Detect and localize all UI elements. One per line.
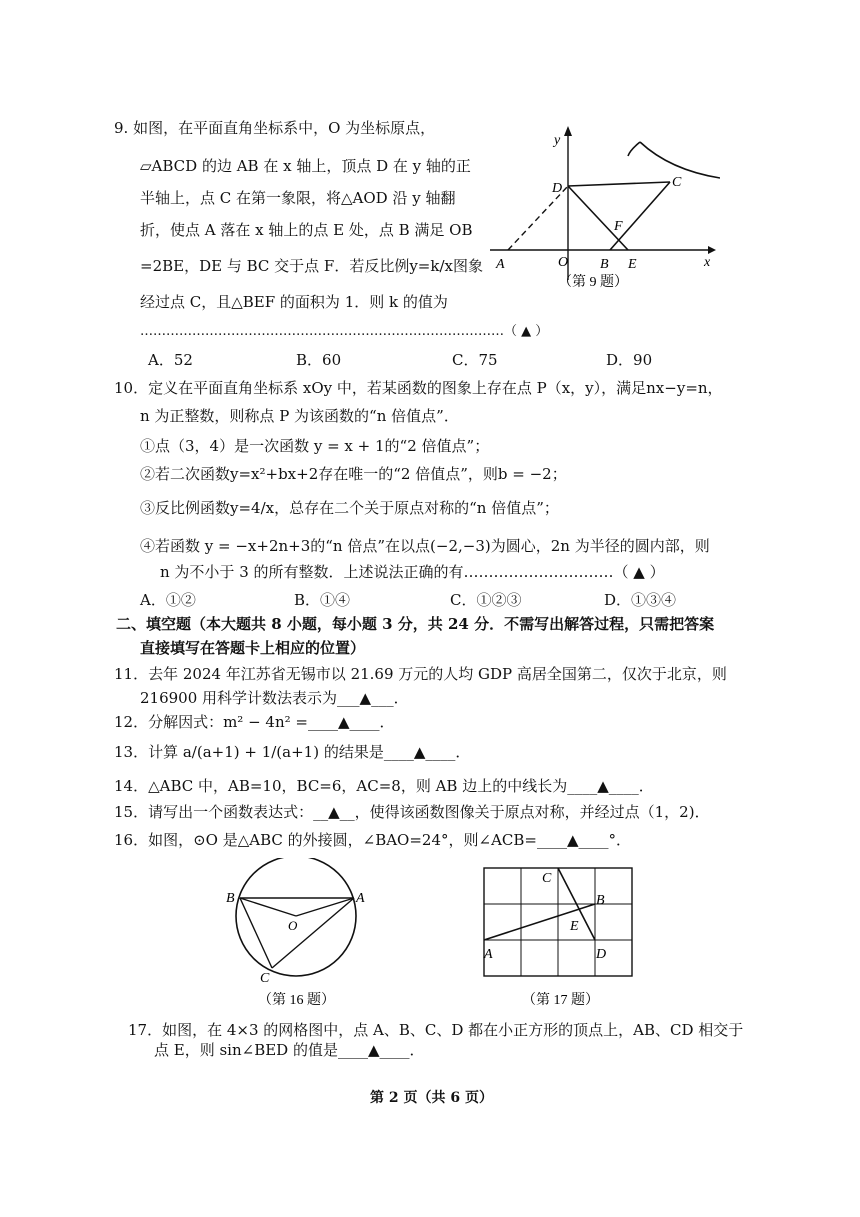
section-2-heading: 二、填空题（本大题共 8 小题，每小题 3 分，共 24 分．不需写出解答过程，只需把答案: [116, 615, 715, 633]
label-f: F: [614, 219, 623, 234]
section-2-heading-cont: 直接填写在答题卡上相应的位置）: [140, 639, 366, 657]
q9-line-4: 折，使点 A 落在 x 轴上的点 E 处，点 B 满足 OB: [140, 221, 473, 239]
segment-bo: [240, 898, 296, 916]
label-e: E: [628, 257, 637, 272]
label-a: A: [484, 947, 493, 962]
q10-option-b: B．①④: [294, 591, 351, 609]
label-b: B: [600, 257, 609, 272]
page-footer: 第 2 页（共 6 页）: [370, 1090, 493, 1106]
q9-option-c: C．75: [452, 351, 498, 369]
label-o: O: [288, 918, 298, 933]
figure-17-caption: （第 17 题）: [522, 993, 599, 1008]
side-bc: [240, 898, 272, 968]
q10-option-a: A．①②: [140, 591, 196, 609]
x-axis-arrow: [708, 246, 716, 254]
q9-option-a: A．52: [148, 351, 193, 369]
q12: 12．分解因式：m² − 4n² =____▲____．: [114, 713, 395, 731]
label-c: C: [672, 175, 682, 190]
q10-statement-1: ①点（3，4）是一次函数 y = x + 1的“2 倍值点”；: [140, 437, 490, 455]
segment-ao: [296, 898, 354, 916]
label-d: D: [596, 947, 607, 962]
q9-line-6: 经过点 C，且△BEF 的面积为 1．则 k 的值为: [140, 293, 448, 311]
q9-answer-line: …………………………………………………………………………（ ▲ ）: [140, 324, 549, 339]
label-y: y: [554, 133, 561, 148]
figure-16-caption: （第 16 题）: [258, 993, 335, 1008]
segment-de: [568, 186, 628, 250]
q9-line-1: 9. 如图，在平面直角坐标系中，O 为坐标原点，: [114, 119, 436, 137]
q17-line-2: 点 E，则 sin∠BED 的值是____▲____．: [154, 1041, 425, 1059]
label-a: A: [496, 257, 505, 272]
y-axis-arrow: [564, 126, 572, 136]
q10-line-7: n 为不小于 3 的所有整数．上述说法正确的有…………………………（ ▲ ）: [160, 563, 665, 581]
q10-statement-4: ④若函数 y = −x+2n+3的“n 倍点”在以点(−2,−3)为圆心，2n 为半径的圆内部，则: [140, 537, 710, 555]
q10-statement-3: ③反比例函数y=4/x，总存在二个关于原点对称的“n 倍值点”；: [140, 499, 559, 517]
label-d: D: [552, 181, 563, 196]
q14: 14．△ABC 中，AB=10，BC=6，AC=8，则 AB 边上的中线长为____▲____．: [114, 777, 654, 795]
q10-line-2: n 为正整数，则称点 P 为该函数的“n 倍值点”．: [140, 407, 459, 425]
figure-16: [222, 858, 382, 1018]
q9-line-5: =2BE，DE 与 BC 交于点 F．若反比例y=k/x图象: [140, 257, 483, 275]
q10-option-c: C．①②③: [450, 591, 522, 609]
q10-option-d: D．①③④: [604, 591, 677, 609]
q13: 13．计算 a/(a+1) + 1/(a+1) 的结果是____▲____．: [114, 743, 471, 761]
hyperbola-curve-upper: [628, 142, 640, 156]
q11-line-1: 11．去年 2024 年江苏省无锡市以 21.69 万元的人均 GDP 高居全国第二，仅次于北京，则: [114, 665, 727, 683]
side-ac: [272, 898, 354, 968]
side-dc: [568, 182, 670, 186]
label-x: x: [704, 255, 711, 270]
q10-line-1: 10．定义在平面直角坐标系 xOy 中，若某函数的图象上存在点 P（x，y），满足nx−y=n，: [114, 379, 723, 397]
q10-statement-2: ②若二次函数y=x²+bx+2存在唯一的“2 倍值点”，则b = −2；: [140, 465, 567, 483]
label-c: C: [260, 971, 270, 986]
figure-17: [478, 864, 638, 1014]
q9-option-b: B．60: [296, 351, 342, 369]
label-e: E: [570, 919, 579, 934]
q17-line-1: 17．如图，在 4×3 的网格图中，点 A、B、C、D 都在小正方形的顶点上，AB、CD 相交于: [128, 1021, 744, 1039]
label-b: B: [226, 891, 235, 906]
q15: 15．请写出一个函数表达式：__▲__，使得该函数图像关于原点对称，并经过点（1，2)．: [114, 803, 710, 821]
q16: 16．如图，⊙O 是△ABC 的外接圆，∠BAO=24°，则∠ACB=____▲____°．: [114, 831, 632, 849]
label-a: A: [356, 891, 365, 906]
q9-option-d: D．90: [606, 351, 653, 369]
circumcircle: [236, 858, 356, 976]
figure-9-caption: （第 9 题）: [558, 275, 628, 290]
q9-line-3: 半轴上，点 C 在第一象限，将△AOD 沿 y 轴翻: [140, 189, 456, 207]
hyperbola-curve: [640, 142, 720, 178]
label-c: C: [542, 871, 552, 886]
figure-9: [480, 120, 720, 300]
label-o: O: [558, 255, 569, 270]
label-b: B: [596, 893, 605, 908]
q11-line-2: 216900 用科学计数法表示为___▲___．: [140, 689, 409, 707]
q9-line-2: ▱ABCD 的边 AB 在 x 轴上，顶点 D 在 y 轴的正: [140, 157, 471, 175]
